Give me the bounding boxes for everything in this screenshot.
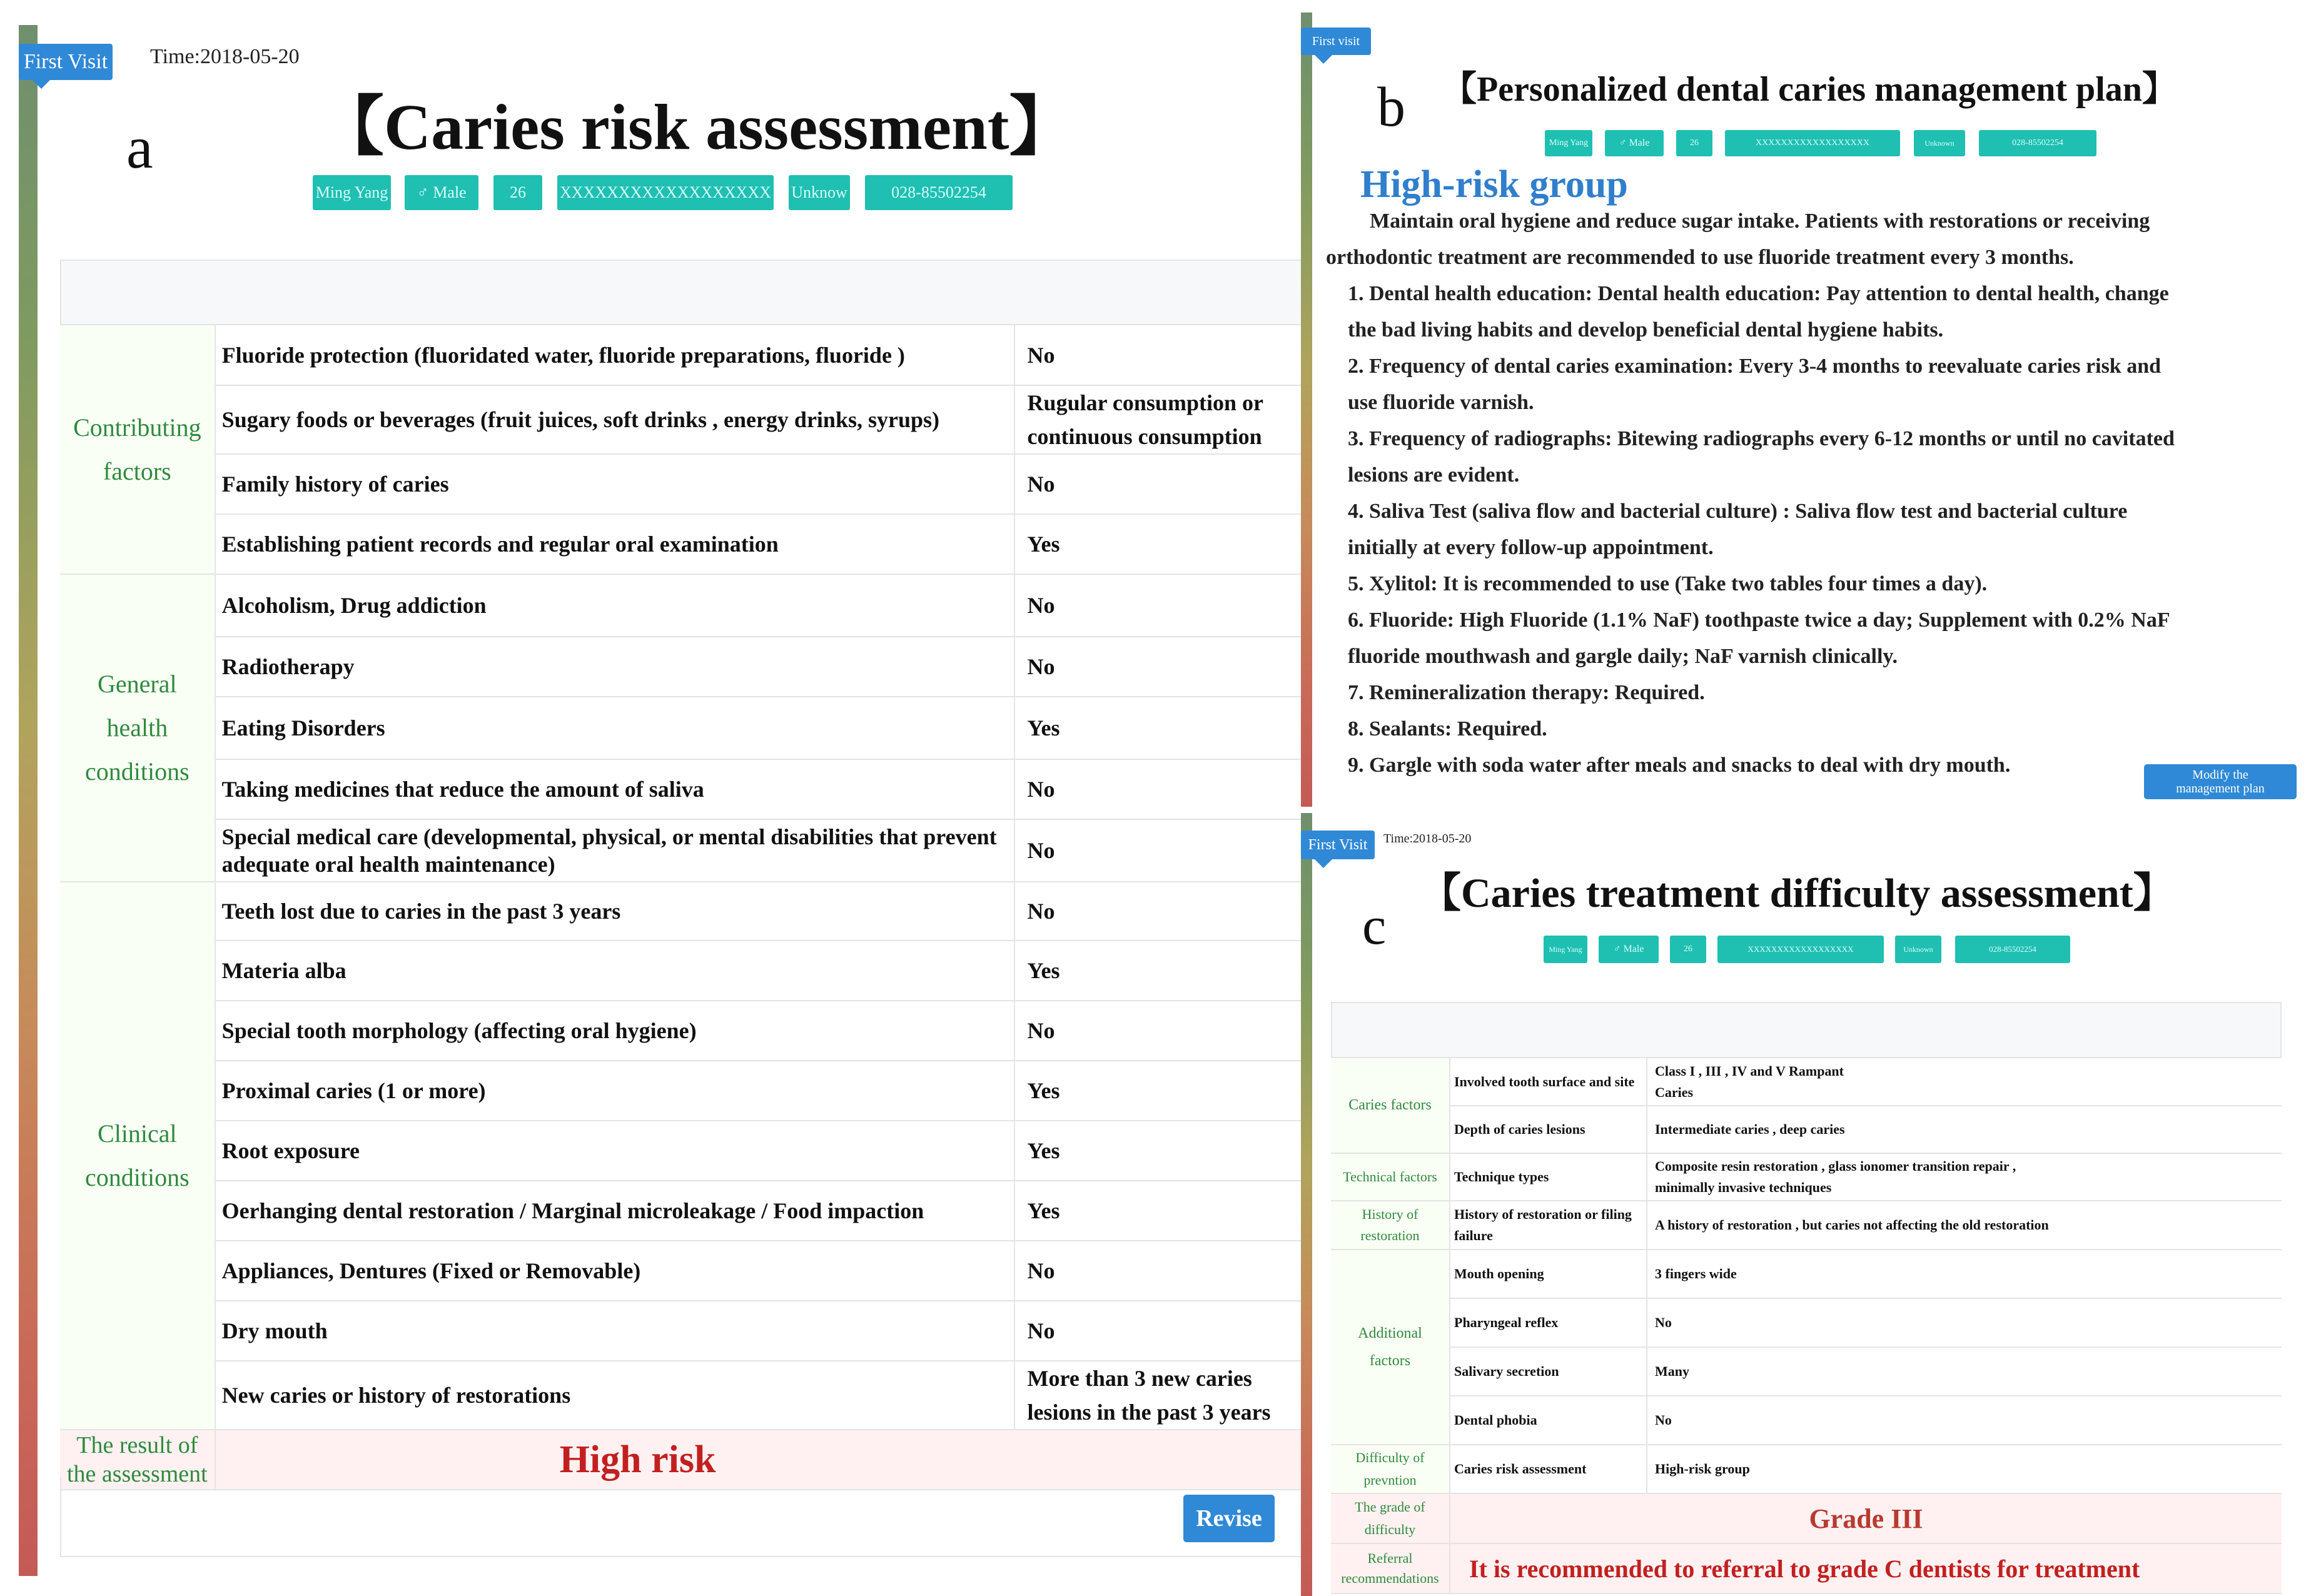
table-row xyxy=(60,1361,1313,1430)
category-cell xyxy=(60,325,215,574)
factor-label: Caries risk assessment xyxy=(1450,1445,1647,1493)
factor-label: Depth of caries lesions xyxy=(1450,1106,1647,1153)
table-row xyxy=(60,637,1313,697)
factor-value: No xyxy=(1647,1396,2282,1445)
patient-status-chip: Unknown xyxy=(1895,936,1941,963)
table-row xyxy=(60,1001,1313,1061)
table-row xyxy=(1331,1250,2282,1298)
plan-line: 7. Remineralization therapy: Required. xyxy=(1348,681,1705,704)
factor-label: Teeth lost due to caries in the past 3 years xyxy=(215,882,1014,941)
group-heading: High-risk group xyxy=(1360,163,1628,206)
factor-value: A history of restoration , but caries not affecting the old restoration xyxy=(1647,1201,2282,1250)
category-cell xyxy=(60,882,215,1430)
plan-line: 2. Frequency of dental caries examination: Every 3-4 months to reevaluate caries risk and xyxy=(1348,355,2162,378)
table-row xyxy=(60,941,1313,1001)
table-row xyxy=(60,882,1313,941)
referral-row xyxy=(1331,1543,2282,1593)
category-label: Technical factors xyxy=(1343,1169,1437,1184)
factor-value: Yes xyxy=(1014,697,1313,759)
panel-a-caries-risk-assessment xyxy=(19,25,1313,1576)
plan-line: initially at every follow-up appointment. xyxy=(1348,536,1714,559)
panel-b-management-plan xyxy=(1301,13,2321,807)
patient-id-chip: XXXXXXXXXXXXXXXXXX xyxy=(1725,130,1900,156)
risk-gradient-bar xyxy=(1301,813,1312,1596)
category-cell xyxy=(1331,1153,1450,1201)
table-row xyxy=(60,759,1313,819)
factor-value: No xyxy=(1014,1301,1313,1361)
first-visit-tag: First Visit xyxy=(1301,831,1375,859)
page-title: 【Personalized dental caries management plan】 xyxy=(1442,70,2177,109)
table-row xyxy=(60,454,1313,514)
factor-label: Appliances, Dentures (Fixed or Removable) xyxy=(215,1241,1014,1301)
referral-value: It is recommended to referral to grade C dentists for treatment xyxy=(1450,1543,2282,1593)
table-row xyxy=(1331,1153,2282,1201)
risk-factor-table xyxy=(60,325,1313,1490)
category-label: Additional factors xyxy=(1358,1325,1422,1369)
table-row xyxy=(60,697,1313,759)
factor-value: Yes xyxy=(1014,1181,1313,1241)
factor-label: Special medical care (developmental, physical, or mental disabilities that prevent adequate oral health maintenance) xyxy=(215,819,1014,882)
factor-label: Salivary secretion xyxy=(1450,1347,1647,1396)
table-row xyxy=(60,325,1313,385)
plan-line: 4. Saliva Test (saliva flow and bacterial culture) : Saliva flow test and bacterial culture xyxy=(1348,500,2128,523)
table-row xyxy=(1331,1347,2282,1396)
referral-label: Referral recommendations xyxy=(1331,1543,1450,1593)
factor-value: Yes xyxy=(1014,1061,1313,1121)
factor-label: Establishing patient records and regular oral examination xyxy=(215,514,1014,574)
table-row xyxy=(60,574,1313,637)
factor-value: Composite resin restoration , glass ionomer transition repair , minimally invasive techniques xyxy=(1647,1153,2282,1201)
modify-plan-button[interactable]: Modify the management plan xyxy=(2144,764,2297,799)
plan-line: 9. Gargle with soda water after meals and snacks to deal with dry mouth. xyxy=(1348,754,2011,777)
factor-label: Involved tooth surface and site xyxy=(1450,1058,1647,1106)
factor-label: Mouth opening xyxy=(1450,1250,1647,1298)
plan-line: Maintain oral hygiene and reduce sugar intake. Patients with restorations or receiving xyxy=(1370,210,2150,233)
patient-info-bar xyxy=(1545,130,2096,156)
risk-gradient-bar xyxy=(1301,13,1312,807)
page-title: 【Caries risk assessment】 xyxy=(319,91,1075,163)
table-row xyxy=(1331,1058,2282,1106)
table-row xyxy=(60,385,1313,454)
category-label: Clinical conditions xyxy=(85,1119,190,1191)
factor-label: Pharyngeal reflex xyxy=(1450,1298,1647,1347)
category-cell xyxy=(1331,1058,1450,1153)
category-label: General health conditions xyxy=(85,670,190,785)
table-row xyxy=(1331,1298,2282,1347)
difficulty-factor-table xyxy=(1331,1058,2282,1594)
factor-value: Intermediate caries , deep caries xyxy=(1647,1106,2282,1153)
table-header-band xyxy=(1331,1002,2282,1058)
factor-label: Dry mouth xyxy=(215,1301,1014,1361)
result-value: High risk xyxy=(215,1430,1313,1490)
patient-info-bar xyxy=(1544,936,2070,963)
factor-label: Proximal caries (1 or more) xyxy=(215,1061,1014,1121)
table-header-band xyxy=(60,260,1313,325)
patient-name-chip: Ming Yang xyxy=(1544,936,1587,963)
factor-value: Class I , III , IV and V Rampant Caries xyxy=(1647,1058,2282,1106)
first-visit-tag: First Visit xyxy=(19,44,113,80)
factor-label: New caries or history of restorations xyxy=(215,1361,1014,1430)
table-row xyxy=(60,1301,1313,1361)
factor-label: History of restoration or filing failure xyxy=(1450,1201,1647,1250)
factor-value: No xyxy=(1014,637,1313,697)
plan-line: 3. Frequency of radiographs: Bitewing radiographs every 6-12 months or until no cavitated xyxy=(1348,427,2175,450)
patient-status-chip: Unknown xyxy=(1914,130,1965,156)
patient-status-chip: Unknow xyxy=(789,175,850,210)
table-footer-band xyxy=(60,1477,1313,1557)
category-cell xyxy=(60,574,215,882)
table-row xyxy=(60,1241,1313,1301)
factor-value: No xyxy=(1014,759,1313,819)
category-label: Caries factors xyxy=(1348,1097,1432,1113)
factor-value: No xyxy=(1014,1241,1313,1301)
patient-age-chip: 26 xyxy=(1676,130,1712,156)
plan-line: 5. Xylitol: It is recommended to use (Take two tables four times a day). xyxy=(1348,572,1988,595)
factor-value: No xyxy=(1647,1298,2282,1347)
plan-line: fluoride mouthwash and gargle daily; NaF varnish clinically. xyxy=(1348,645,1898,668)
table-row xyxy=(1331,1445,2282,1493)
category-cell xyxy=(1331,1201,1450,1250)
table-row xyxy=(1331,1106,2282,1153)
table-row xyxy=(60,1181,1313,1241)
category-cell xyxy=(1331,1250,1450,1445)
patient-sex-chip: ♂ Male xyxy=(405,175,478,210)
factor-label: Oerhanging dental restoration / Marginal microleakage / Food impaction xyxy=(215,1181,1014,1241)
category-label: Contributing factors xyxy=(73,413,201,485)
table-row xyxy=(1331,1396,2282,1445)
factor-value: No xyxy=(1014,1001,1313,1061)
visit-time: Time:2018-05-20 xyxy=(1383,832,1472,846)
factor-value: High-risk group xyxy=(1647,1445,2282,1493)
factor-label: Alcoholism, Drug addiction xyxy=(215,574,1014,637)
factor-label: Materia alba xyxy=(215,941,1014,1001)
factor-value: Yes xyxy=(1014,514,1313,574)
patient-phone-chip: 028-85502254 xyxy=(1979,130,2096,156)
grade-value: Grade III xyxy=(1450,1493,2282,1543)
patient-id-chip: XXXXXXXXXXXXXXXXXX xyxy=(1717,936,1884,963)
category-label: Difficulty of prevntion xyxy=(1355,1450,1425,1488)
factor-label: Technique types xyxy=(1450,1153,1647,1201)
factor-label: Sugary foods or beverages (fruit juices, soft drinks , energy drinks, syrups) xyxy=(215,385,1014,454)
patient-name-chip: Ming Yang xyxy=(313,175,391,210)
patient-age-chip: 26 xyxy=(1670,936,1706,963)
factor-value: No xyxy=(1014,454,1313,514)
plan-line: the bad living habits and develop beneficial dental hygiene habits. xyxy=(1348,318,1944,341)
factor-label: Root exposure xyxy=(215,1121,1014,1181)
factor-label: Family history of caries xyxy=(215,454,1014,514)
category-label: History of restoration xyxy=(1360,1206,1420,1243)
revise-button[interactable]: Revise xyxy=(1183,1495,1275,1542)
patient-phone-chip: 028-85502254 xyxy=(865,175,1013,210)
first-visit-tag: First visit xyxy=(1301,28,1371,55)
factor-value: No xyxy=(1014,574,1313,637)
factor-label: Radiotherapy xyxy=(215,637,1014,697)
factor-value: No xyxy=(1014,325,1313,385)
visit-time: Time:2018-05-20 xyxy=(150,45,300,68)
patient-name-chip: Ming Yang xyxy=(1545,130,1592,156)
grade-row xyxy=(1331,1493,2282,1543)
factor-value: No xyxy=(1014,819,1313,882)
risk-gradient-bar xyxy=(19,25,38,1576)
panel-letter: a xyxy=(126,114,153,181)
plan-line: 1. Dental health education: Dental health education: Pay attention to dental health, change xyxy=(1348,282,2169,305)
factor-label: Taking medicines that reduce the amount of saliva xyxy=(215,759,1014,819)
factor-value: More than 3 new caries lesions in the past 3 years xyxy=(1014,1361,1313,1430)
table-row xyxy=(60,819,1313,882)
factor-label: Eating Disorders xyxy=(215,697,1014,759)
patient-age-chip: 26 xyxy=(493,175,542,210)
factor-value: Many xyxy=(1647,1347,2282,1396)
panel-letter: b xyxy=(1377,76,1405,138)
plan-line: lesions are evident. xyxy=(1348,463,1520,487)
factor-value: Rugular consumption or continuous consumption xyxy=(1014,385,1313,454)
plan-line: orthodontic treatment are recommended to use fluoride treatment every 3 months. xyxy=(1326,246,2074,269)
patient-sex-chip: ♂ Male xyxy=(1599,936,1659,963)
patient-info-bar xyxy=(313,175,1013,210)
category-cell xyxy=(1331,1445,1450,1493)
page-title: 【Caries treatment difficulty assessment】 xyxy=(1420,871,2175,916)
patient-id-chip: XXXXXXXXXXXXXXXXXX xyxy=(557,175,774,210)
grade-label: The grade of difficulty xyxy=(1331,1493,1450,1543)
panel-letter: c xyxy=(1362,896,1387,956)
patient-sex-chip: ♂ Male xyxy=(1605,130,1664,156)
factor-value: Yes xyxy=(1014,941,1313,1001)
factor-label: Special tooth morphology (affecting oral hygiene) xyxy=(215,1001,1014,1061)
patient-phone-chip: 028-85502254 xyxy=(1955,936,2070,963)
panel-c-treatment-difficulty xyxy=(1301,813,2321,1596)
table-row xyxy=(60,1061,1313,1121)
plan-line: use fluoride varnish. xyxy=(1348,391,1534,414)
plan-line: 6. Fluoride: High Fluoride (1.1% NaF) toothpaste twice a day; Supplement with 0.2% NaF xyxy=(1348,609,2170,632)
factor-value: Yes xyxy=(1014,1121,1313,1181)
factor-label: Dental phobia xyxy=(1450,1396,1647,1445)
plan-line: 8. Sealants: Required. xyxy=(1348,717,1547,740)
factor-label: Fluoride protection (fluoridated water, fluoride preparations, fluoride ) xyxy=(215,325,1014,385)
factor-value: No xyxy=(1014,882,1313,941)
factor-value: 3 fingers wide xyxy=(1647,1250,2282,1298)
result-label: The result of the assessment xyxy=(60,1430,215,1490)
table-row xyxy=(1331,1201,2282,1250)
table-row xyxy=(60,1121,1313,1181)
table-row xyxy=(60,514,1313,574)
plan-text xyxy=(1326,203,2175,784)
